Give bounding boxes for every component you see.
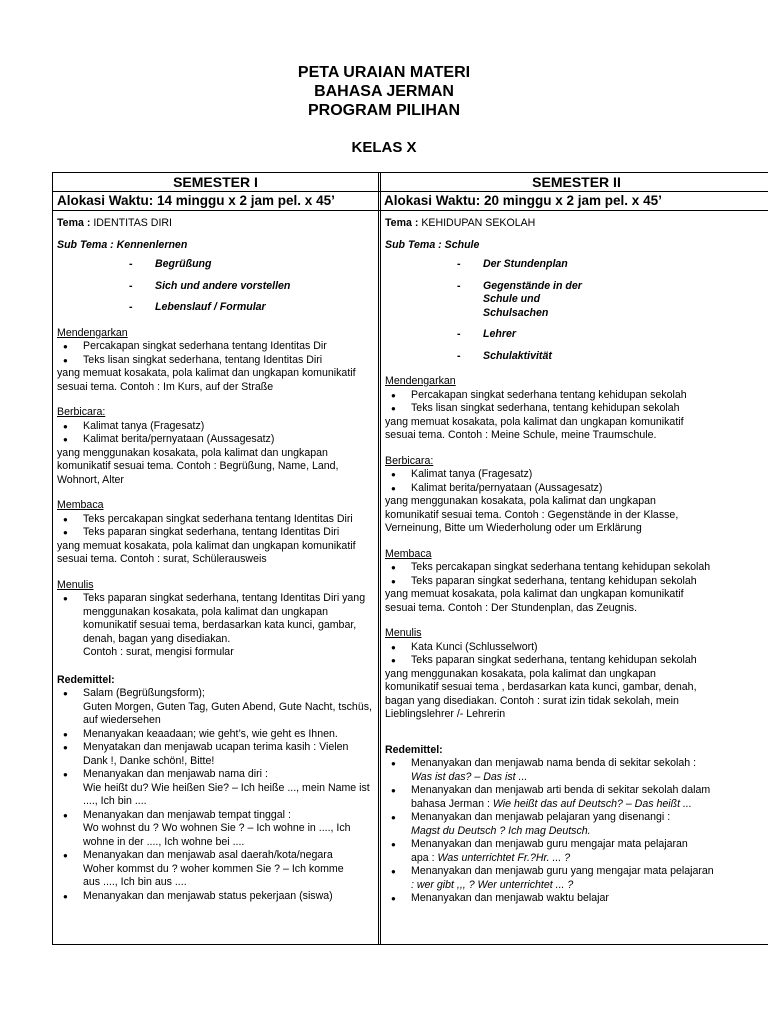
section-menulis: Menulis [57, 578, 94, 591]
text-line: bagan yang disediakan. Contoh : surat izin tidak sekolah, mein [385, 694, 679, 707]
semester-2-content [385, 217, 768, 906]
list-item: ● Kalimat berita/pernyataan (Aussagesatz) [391, 481, 603, 494]
text-line: Woher kommst du ? woher kommen Sie ? – Ich komme [83, 862, 344, 875]
list-item: - Sich und andere vorstellen [129, 279, 291, 292]
section-mendengarkan: Mendengarkan [385, 375, 456, 387]
semester-2-heading: SEMESTER II [532, 174, 621, 190]
text-line: Wo wohnst du ? Wo wohnen Sie ? – Ich wohne in ...., Ich [83, 822, 351, 834]
list-item: ● Percakapan singkat sederhana tentang kehidupan sekolah [391, 388, 687, 401]
section-membaca: Membaca [385, 547, 432, 560]
list-item: ● Kalimat berita/pernyataan (Aussagesatz) [63, 433, 275, 445]
list-item: ● Menanyakan dan menjawab arti benda di sekitar sekolah dalam [391, 784, 711, 796]
text-line: Wohnort, Alter [57, 473, 124, 486]
list-item: ● Menanyakan dan menjawab asal daerah/kota/negara [63, 849, 333, 861]
section-berbicara: Berbicara: [385, 454, 434, 467]
text-line: Guten Morgen, Guten Tag, Guten Abend, Gute Nacht, tschüs, [83, 700, 372, 713]
text-line: Wie heißt du? Wie heißen Sie? – Ich heiße ..., mein Name ist [83, 781, 370, 794]
text-line: yang menggunakan kosakata, pola kalimat dan ungkapan [385, 667, 656, 680]
materi-table [52, 172, 768, 945]
text-line: yang memuat kosakata, pola kalimat dan ungkapan komunikatif [385, 588, 684, 600]
document-title-block [0, 63, 768, 120]
text-line: auf wiedersehen [83, 714, 161, 726]
semester-1-content [57, 217, 375, 903]
title-line-3: PROGRAM PILIHAN [308, 102, 460, 119]
text-line: Magst du Deutsch ? Ich mag Deutsch. [411, 824, 591, 837]
list-item: ● Teks paparan singkat sederhana, tentang Identitas Diri yang [63, 592, 366, 604]
text-line: Contoh : surat, mengisi formular [83, 646, 234, 658]
text-line: Verneinung, Bitte um Wiederholung oder um Erklärung [385, 522, 642, 534]
list-item: ● Menanyakan dan menjawab nama benda di sekitar sekolah : [391, 757, 697, 769]
subtema-line: Sub Tema : Kennenlernen [57, 238, 188, 251]
subtema-list [57, 258, 375, 315]
text-line: sesuai tema. Contoh : surat, Schülerausweis [57, 553, 267, 565]
list-item: ● Kata Kunci (Schlusselwort) [391, 640, 538, 653]
list-item: - Begrüßung [129, 258, 212, 270]
text-line: aus ...., Ich bin aus .... [83, 876, 187, 888]
text-line: komunikatif sesuai tema , berdasarkan kata kunci, gambar, denah, [385, 681, 697, 693]
list-item: - Lehrer [457, 328, 516, 340]
text-line: denah, bagan yang disediakan. [83, 632, 231, 645]
list-item: - Schulaktivität [457, 349, 552, 362]
text-line: yang memuat kosakata, pola kalimat dan ungkapan komunikatif [57, 539, 356, 552]
list-item: ● Menanyakan keaadaan; wie geht’s, wie geht es Ihnen. [63, 727, 338, 740]
text-line: ...., Ich bin .... [83, 795, 147, 807]
table-column-divider [378, 173, 379, 944]
section-redemittel: Redemittel: [385, 743, 443, 756]
title-line-1: PETA URAIAN MATERI [297, 64, 471, 81]
text-line: sesuai tema. Contoh : Der Stundenplan, das Zeugnis. [385, 601, 638, 614]
title-line-2: BAHASA JERMAN [314, 83, 454, 100]
table-column-divider [380, 173, 381, 944]
list-item: ● Salam (Begrüßungsform); [63, 687, 205, 699]
section-membaca: Membaca [57, 499, 104, 511]
text-line: menggunakan kosakata, pola kalimat dan ungkapan [83, 605, 329, 618]
list-item: ● Menyatakan dan menjawab ucapan terima kasih : Vielen [63, 741, 349, 753]
tema-line: Tema : KEHIDUPAN SEKOLAH [385, 217, 536, 229]
subtema-list [385, 258, 768, 363]
list-item: ● Menanyakan dan menjawab waktu belajar [391, 892, 609, 904]
text-line: yang memuat kosakata, pola kalimat dan ungkapan komunikatif [385, 415, 684, 428]
list-item: - Gegenstände in der Schule und Schulsachen [457, 279, 582, 319]
list-item: ● Menanyakan dan menjawab guru mengajar mata pelajaran [391, 838, 688, 850]
section-redemittel: Redemittel: [57, 673, 115, 686]
text-line: sesuai tema. Contoh : Im Kurs, auf der Straße [57, 380, 274, 393]
text-line: yang menggunakan kosakata, pola kalimat dan ungkapan [385, 495, 656, 507]
text-line: sesuai tema. Contoh : Meine Schule, meine Traumschule. [385, 429, 657, 441]
list-item: ● Teks percakapan singkat sederhana tentang Identitas Diri [63, 512, 353, 525]
section-menulis: Menulis [385, 627, 422, 639]
text-line: komunikatif sesuai tema, berdasarkan kata kunci, gambar, [83, 619, 357, 631]
section-berbicara: Berbicara: [57, 406, 106, 418]
kelas-heading: KELAS X [351, 139, 417, 156]
list-item: ● Teks paparan singkat sederhana, tentang kehidupan sekolah [391, 574, 697, 587]
text-line: yang menggunakan kosakata, pola kalimat dan ungkapan [57, 446, 328, 459]
list-item: ● Teks paparan singkat sederhana, tentang kehidupan sekolah [391, 654, 697, 666]
text-line: yang memuat kosakata, pola kalimat dan ungkapan komunikatif [57, 367, 356, 379]
text-line: : wer gibt ,,, ? Wer unterrichtet ... ? [411, 878, 574, 891]
list-item: ● Menanyakan dan menjawab nama diri : [63, 768, 268, 780]
text-line: apa : Was unterrichtet Fr.?Hr. ... ? [411, 851, 571, 864]
list-item: ● Menanyakan dan menjawab pelajaran yang disenangi : [391, 811, 671, 823]
list-item: ● Percakapan singkat sederhana tentang Identitas Dir [63, 340, 327, 352]
list-item: ● Menanyakan dan menjawab status pekerjaan (siswa) [63, 889, 333, 902]
table-rule [53, 210, 768, 211]
text-line: Lieblingslehrer /- Lehrerin [385, 708, 506, 720]
semester-1-heading: SEMESTER I [173, 174, 258, 190]
list-item: ● Menanyakan dan menjawab guru yang mengajar mata pelajaran [391, 865, 714, 877]
tema-line: Tema : IDENTITAS DIRI [57, 217, 172, 229]
list-item: - Der Stundenplan [457, 258, 568, 270]
list-item: ● Kalimat tanya (Fragesatz) [63, 419, 205, 432]
list-item: ● Menanyakan dan menjawab tempat tinggal : [63, 808, 291, 821]
text-line: komunikatif sesuai tema. Contoh : Begrüßung, Name, Land, [57, 460, 339, 472]
section-mendengarkan: Mendengarkan [57, 326, 128, 339]
semester-1-alokasi: Alokasi Waktu: 14 minggu x 2 jam pel. x 45’ [57, 193, 335, 208]
text-line: wohne in der ...., Ich wohne bei .... [83, 835, 245, 848]
list-item: - Lebenslauf / Formular [129, 301, 266, 313]
list-item: ● Teks lisan singkat sederhana, tentang Identitas Diri [63, 353, 323, 366]
text-line: Dank !, Danke schön!, Bitte! [83, 754, 215, 767]
text-line: bahasa Jerman : Wie heißt das auf Deutsch? – Das heißt ... [411, 797, 692, 810]
list-item: ● Teks lisan singkat sederhana, tentang kehidupan sekolah [391, 402, 680, 414]
list-item: ● Kalimat tanya (Fragesatz) [391, 468, 533, 480]
text-line: Was ist das? – Das ist ... [411, 770, 528, 783]
list-item: ● Teks paparan singkat sederhana, tentang Identitas Diri [63, 526, 340, 538]
list-item: ● Teks percakapan singkat sederhana tentang kehidupan sekolah [391, 561, 711, 573]
text-line: komunikatif sesuai tema. Contoh : Gegenstände in der Klasse, [385, 508, 679, 521]
semester-2-alokasi: Alokasi Waktu: 20 minggu x 2 jam pel. x 45’ [384, 193, 662, 208]
subtema-line: Sub Tema : Schule [385, 238, 480, 251]
